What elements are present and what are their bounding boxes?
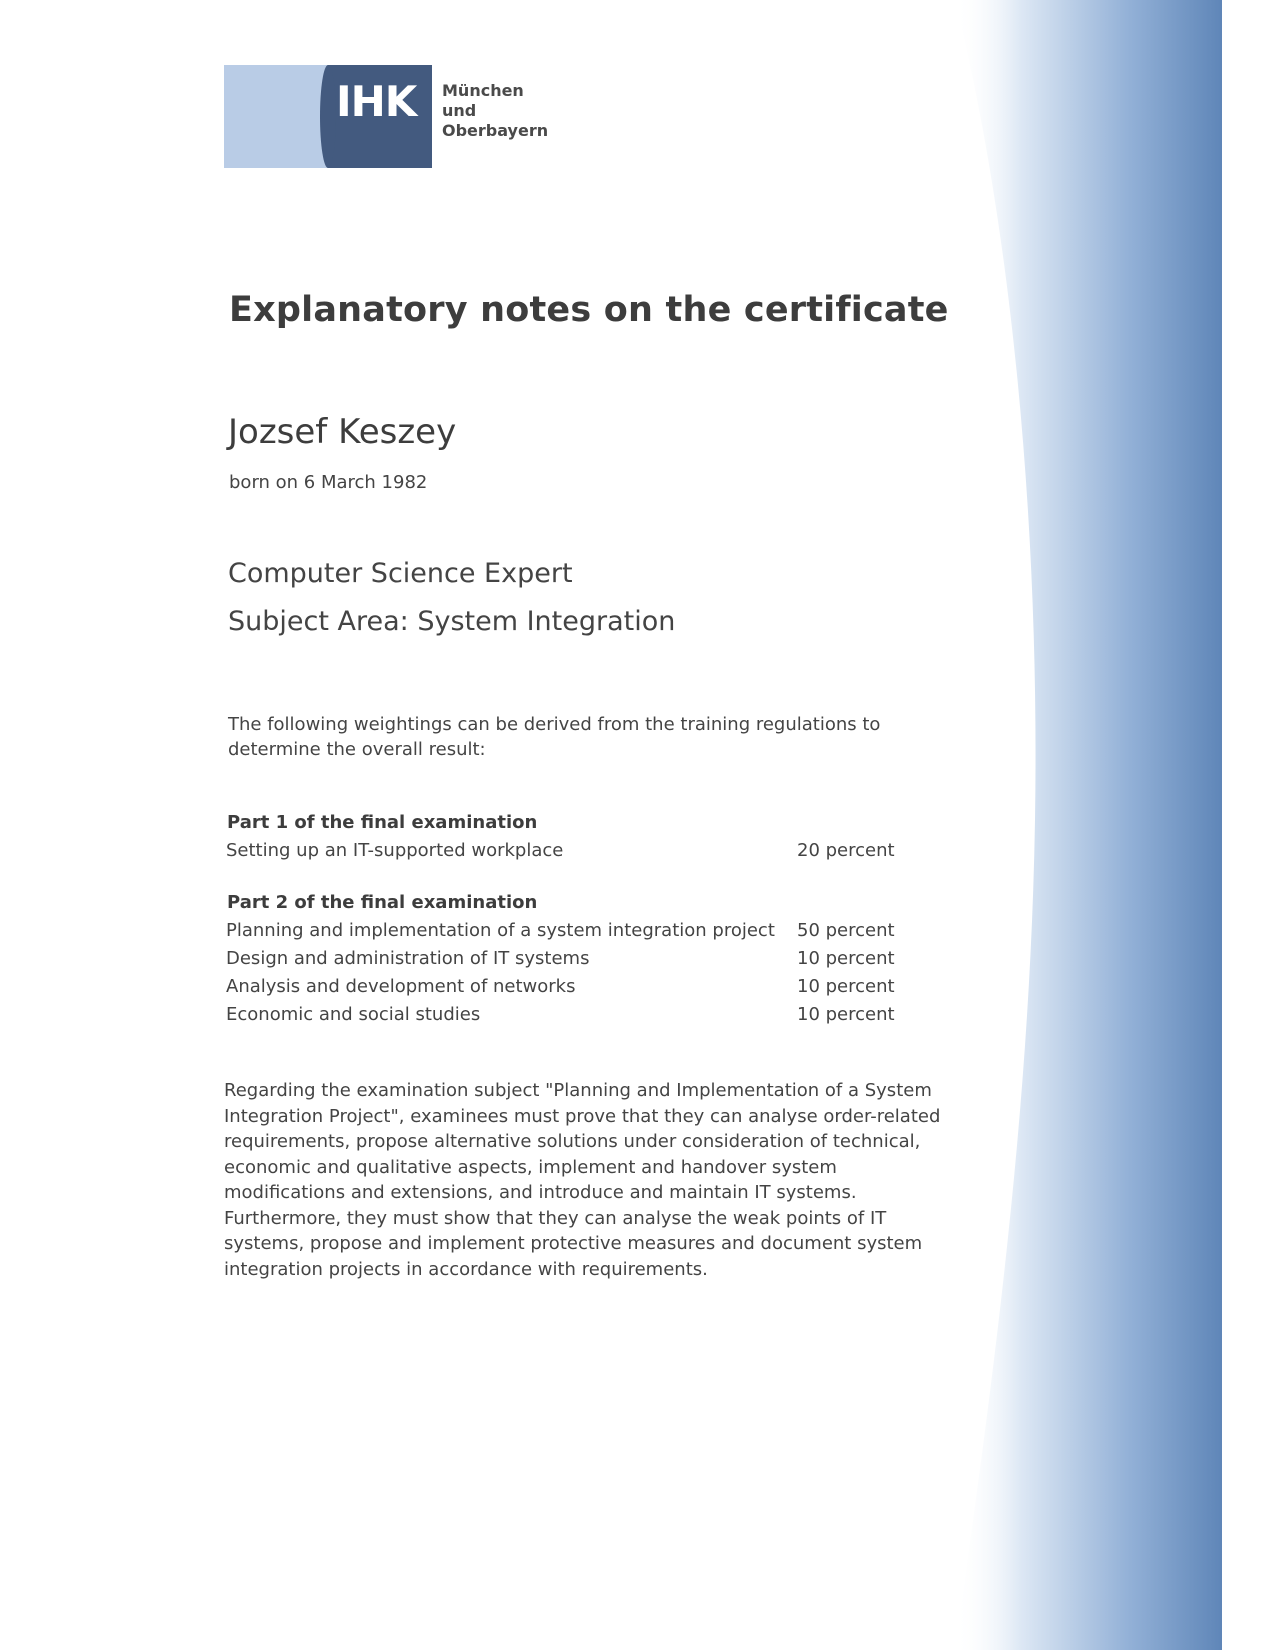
intro-text: The following weightings can be derived from the training regulations to determine the overall result: xyxy=(228,714,881,760)
qualification-title: Computer Science Expert xyxy=(228,558,573,589)
holder-name: Jozsef Keszey xyxy=(228,412,457,452)
weighting-subject: Economic and social studies xyxy=(226,1004,481,1025)
weighting-subject: Planning and implementation of a system integration project xyxy=(226,920,775,941)
weighting-subject: Design and administration of IT systems xyxy=(226,948,590,969)
weighting-value: 20 percent xyxy=(797,840,895,861)
part2-heading: Part 2 of the final examination xyxy=(227,892,538,913)
logo-letters: IHK xyxy=(336,77,417,126)
weighting-subject: Analysis and development of networks xyxy=(226,976,576,997)
birth-date: born on 6 March 1982 xyxy=(229,472,428,493)
exam-description: Regarding the examination subject "Planning and Implementation of a System Integration Project", examinees must prove that they can analyse order-related requirements, propose alternative solutions under consideration of technical, economic and qualitative aspects, implement and handover system modifications and extensions, and introduce and maintain IT systems. Furthermore, they must show that they can analyse the weak points of IT systems, propose and implement protective measures and document system integration projects in accordance with requirements. xyxy=(224,1080,941,1280)
logo-light-panel xyxy=(224,65,328,168)
weighting-row xyxy=(226,948,896,974)
weighting-value: 10 percent xyxy=(797,976,895,997)
weighting-subject: Setting up an IT-supported workplace xyxy=(226,840,564,861)
logo-region xyxy=(442,81,559,141)
part1-heading: Part 1 of the final examination xyxy=(227,812,538,833)
subject-area: Subject Area: System Integration xyxy=(228,606,676,637)
weighting-row xyxy=(226,1004,896,1030)
page-title: Explanatory notes on the certificate xyxy=(229,290,949,330)
weighting-value: 50 percent xyxy=(797,920,895,941)
logo-region-line2: Oberbayern xyxy=(442,121,549,140)
logo-region-line1: München und xyxy=(442,81,524,120)
weighting-row xyxy=(226,976,896,1002)
weighting-value: 10 percent xyxy=(797,948,895,969)
ihk-logo xyxy=(224,65,559,168)
weighting-value: 10 percent xyxy=(797,1004,895,1025)
weighting-row xyxy=(226,920,896,946)
weighting-row xyxy=(226,840,896,866)
